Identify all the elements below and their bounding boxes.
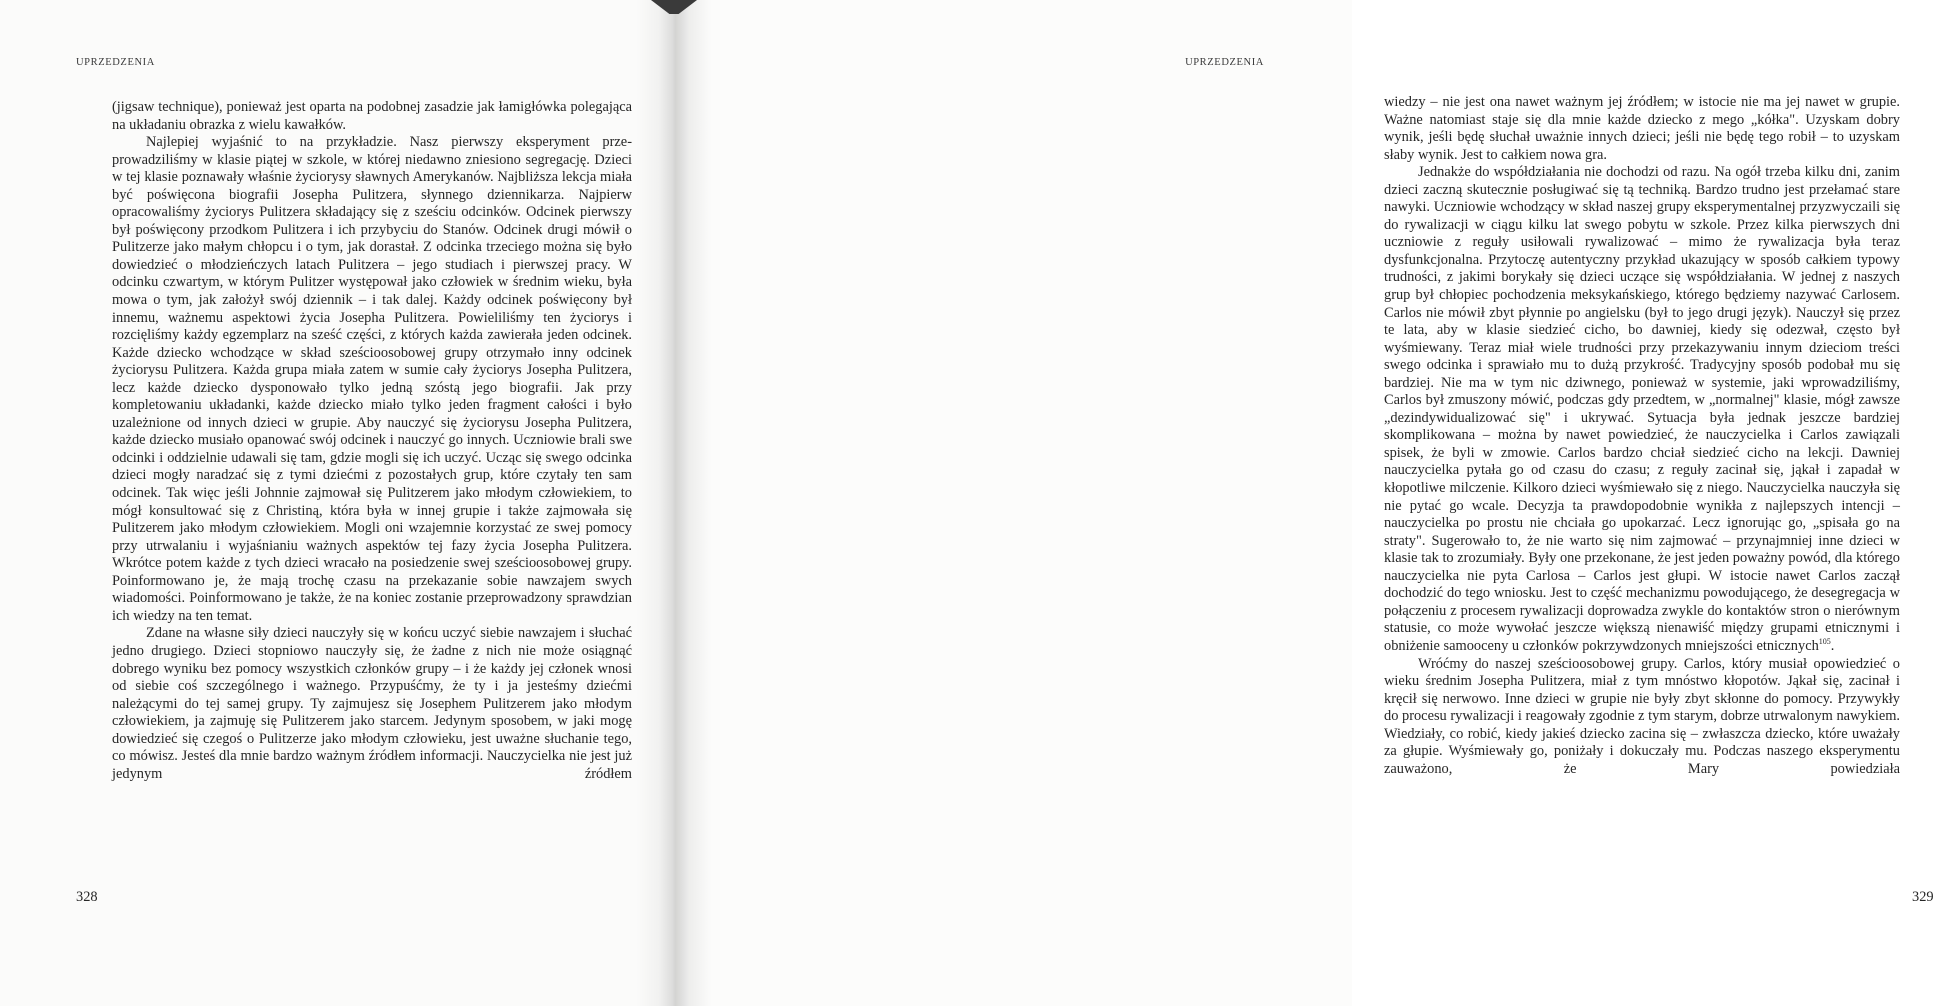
left-page bbox=[0, 0, 676, 1006]
page-number: 328 bbox=[76, 889, 98, 905]
paragraph: (jigsaw technique), ponieważ jest oparta na podobnej zasadzie jak łamigłówka polegająca na układaniu obrazka z wielu kawałków. bbox=[112, 99, 632, 133]
paragraph-text: Jednakże do współdziałania nie dochodzi od razu. Na ogół trzeba kilku dni, zanim dzieci zaczną skutecznie posługiwać się tą techniką. Bardzo trudno jest przełamać stare nawyki. Uczniowie wchodzący w skład naszej grupy eksperymentalnej przyzwyczaili się do rywalizacji w ciągu kilku lat swego pobytu w szkole. Przez kilka pierwszych dni uczniowie z reguły usiłowali rywalizować – mimo że rywalizacja była teraz dysfunkcjonalna. Przytoczę autentyczny przykład ukazujący w sposób całkiem typowy trudności, z jakimi borykały się dzieci uczące się współdziałania. W jednej z naszych grup był chłopiec pochodzenia meksykańskiego, którego będziemy nazywać Carlosem. Carlos nie mówił zbyt płynnie po angielsku (był to jego drugi język). Nauczył się przez te lata, aby w klasie siedzieć cicho, bo dawniej, kiedy się odezwał, często był wyśmiewany. Teraz miał wiele trudności przy przekazywaniu innym dzieciom treści swego odcinka i sprawiało mu to dużą przykrość. Tradycyjny sposób podobał mu się bardziej. Nie ma w tym nic dziwnego, ponieważ w systemie, jaki wprowadziliśmy, Carlos był zmuszony mówić, podczas gdy przedtem, w „normalnej" klasie, mógł zawsze „dezindywidualizować się" i ukrywać. Sytuacja była jednak jeszcze bardziej skomplikowana – można by nawet powiedzieć, że nauczycielka i Carlos zawiązali spisek, że byli w zmowie. Carlos bardzo chciał siedzieć cicho na lekcji. Dawniej nauczycielka pytała go od czasu do czasu; z reguły zacinał się, jąkał i zapadał w kłopotliwe milczenie. Kilkoro dzieci wyśmiewało się z niego. Nauczycielka nauczyła się nie pytać go wcale. Decyzja ta prawdopodobnie wynikła z najlepszych intencji – nauczycielka po prostu nie chciała go upokarzać. Lecz ignorując go, „spisała go na straty". Sugerowało to, że nie warto się nim zajmować – przynajmniej inne dzieci w klasie tak to zrozumiały. Były one przekonane, że jest jeden poważny powód, dla którego nauczycielka nie pyta Carlosa – Carlos jest głupi. W istocie nawet Carlos zaczął dochodzić do tego wniosku. Jest to część mechanizmu powodującego, że desegregacja w połączeniu z procesem rywalizacji doprowadza zwykle do kontaktów stron o nierównym statusie, co może wywołać jeszcze większą nienawiść między grupami etnicznymi i obniżenie samooceny u członków pokrzywdzonych mniejszości etnicznych bbox=[1384, 164, 1900, 654]
right-page-body bbox=[1384, 94, 1900, 778]
page-number: 329 bbox=[1912, 889, 1934, 905]
left-page-body bbox=[112, 99, 632, 783]
paragraph: Zdane na własne siły dzieci nauczyły się w końcu uczyć siebie nawzajem i słuchać jedno drugiego. Dzieci stopniowo nauczyły się, że żadne z nich nie może osiągnąć dobrego wyniku bez pomocy wszystkich członków grupy – i że każdy jej członek wnosi od siebie coś szczególnego i ważnego. Przypuśćmy, że ty i ja jesteśmy dziećmi należącymi do tej samej grupy. Ty zajmujesz się Josephem Pulitzerem jako młodym człowiekiem, ja zajmuję się Pulitzerem jako starcem. Jedynym sposobem, w jaki mogę dowiedzieć się czegoś o Pulitzerze jako młodym człowieku, jest uważne słuchanie tego, co mówisz. Jesteś dla mnie bardzo ważnym źródłem informacji. Nauczycielka nie jest już jedynym źródłem bbox=[112, 625, 632, 782]
running-head: UPRZEDZENIA bbox=[1185, 57, 1264, 68]
paragraph: Najlepiej wyjaśnić to na przykładzie. Nasz pierwszy eksperyment przeprowadziliśmy w klasie piątej w szkole, w której niedawno zniesiono segregację. Dzieci w tej klasie poznawały właśnie życiorysy sławnych Amerykanów. Najbliższa lekcja miała być poświęcona biografii Josepha Pulitzera, słynnego dziennikarza. Najpierw opracowaliśmy życiorys Pulitzera składający się z sześciu odcinków. Odcinek pierwszy był poświęcony przodkom Pulitzera i ich przybyciu do Stanów. Odcinek drugi mówił o Pulitzerze jako małym chłopcu i o tym, jak dorastał. Z odcinka trzeciego można się było dowiedzieć o młodzieńczych latach Pulitzera – jego studiach i pierwszej pracy. W odcinku czwartym, w którym Pulitzer występował jako człowiek w średnim wieku, była mowa o tym, jak założył swój dziennik – i tak dalej. Każdy odcinek poświęcony był innemu, ważnemu aspektowi życia Josepha Pulitzera. Powieliliśmy ten życiorys i rozcięliśmy każdy egzemplarz na sześć części, z których każda zawierała jeden odcinek. Każde dziecko wchodzące w skład sześcioosobowej grupy otrzymało inny odcinek życiorysu Pulitzera. Każda grupa miała zatem w sumie cały życiorys Josepha Pulitzera, lecz każde dziecko dysponowało tylko jedną szóstą jego biografii. Jak przy kompletowaniu układanki, każde dziecko miało tylko jeden fragment całości i było uzależnione od innych dzieci w grupie. Aby nauczyć się życiorysu Josepha Pulitzera, każde dziecko musiało opanować swój odcinek i nauczyć go innych. Uczniowie brali swe odcinki i oddzielnie udawali się tam, gdzie mogli się ich uczyć. Ucząc się swego odcinka dzieci mogły naradzać się z tymi dziećmi z pozostałych grup, które czytały ten sam odcinek. Tak więc jeśli Johnnie zajmował się Pulitzerem jako młodym człowiekiem, to mógł konsultować się z Christiną, która była w innej grupie i także zajmowała się Pulitzerem jako młodym człowiekiem. Mogli oni wzajemnie korzystać ze swej pomocy przy utrwalaniu i wyjaśnianiu ważnych aspektów tej fazy życia Josepha Pulitzera. Wkrótce potem każde z tych dzieci wracało na posiedzenie swej sześcioosobowej grupy. Poinformowano je, że mają trochę czasu na przekazanie sobie nawzajem swych wiadomości. Poinformowano je także, że na koniec zostanie przeprowadzony sprawdzian ich wiedzy na ten temat. bbox=[112, 134, 632, 624]
footnote-reference: 105 bbox=[1818, 637, 1831, 647]
paragraph: Wróćmy do naszej sześcioosobowej grupy. Carlos, który musiał opowiedzieć o wieku średnim Josepha Pulitzera, miał z tym mnóstwo kłopotów. Jąkał się, zacinał i kręcił się nerwowo. Inne dzieci w grupie nie były zbyt skłonne do pomocy. Przywykły do procesu rywalizacji i reagowały zgodnie z tym starym, dobrze utrwalonym nawykiem. Wiedziały, co robić, kiedy jakieś dziecko zacina się – zwłaszcza dziecko, które uważały za głupie. Wyśmiewały go, poniżały i dokuczały mu. Podczas naszego eksperymentu zauważono, że Mary powiedziała bbox=[1384, 655, 1900, 777]
running-head: UPRZEDZENIA bbox=[76, 57, 155, 68]
paragraph: wiedzy – nie jest ona nawet ważnym jej źródłem; w istocie nie ma jej nawet w grupie. Ważne natomiast staje się dla mnie każde dziecko z mego „kółka". Uzyskam dobry wynik, jeśli będę słuchał uważnie innych dzieci; jeśli nie będę tego robił – to uzyskam słaby wynik. Jest to całkiem nowa gra. bbox=[1384, 94, 1900, 163]
right-page bbox=[676, 0, 1934, 1006]
paragraph: Jednakże do współdziałania nie dochodzi od razu. Na ogół trzeba kilku dni, zanim dzieci zaczną skutecznie posługiwać się tą techniką. Bardzo trudno jest przełamać stare nawyki. Uczniowie wchodzący w skład naszej grupy eksperymentalnej przyzwyczaili się do rywalizacji w ciągu kilku lat swego pobytu w szkole. Przez kilka pierwszych dni uczniowie z reguły usiłowali rywalizować – mimo że rywalizacja była teraz dysfunkcjonalna. Przytoczę autentyczny przykład ukazujący w sposób całkiem typowy trudności, z jakimi borykały się dzieci uczące się współdziałania. W jednej z naszych grup był chłopiec pochodzenia meksykańskiego, którego będziemy nazywać Carlosem. Carlos nie mówił zbyt płynnie po angielsku (był to jego drugi język). Nauczył się przez te lata, aby w klasie siedzieć cicho, bo dawniej, kiedy się odezwał, często był wyśmiewany. Teraz miał wiele trudności przy przekazywaniu innym dzieciom treści swego odcinka i sprawiało mu to dużą przykrość. Tradycyjny sposób podobał mu się bardziej. Nie ma w tym nic dziwnego, ponieważ w systemie, jaki wprowadziliśmy, Carlos był zmuszony mówić, podczas gdy przedtem, w „normalnej" klasie, mógł zawsze „dezindywidualizować się" i ukrywać. Sytuacja była jednak jeszcze bardziej skomplikowana – można by nawet powiedzieć, że nauczycielka i Carlos zawiązali spisek, że byli w zmowie. Carlos bardzo chciał siedzieć cicho na lekcji. Dawniej nauczycielka pytała go od czasu do czasu; z reguły zacinał się, jąkał i zapadał w kłopotliwe milczenie. Kilkoro dzieci wyśmiewało się z niego. Nauczycielka nauczyła się nie pytać go wcale. Decyzja ta prawdopodobnie wynikła z najlepszych intencji – nauczycielka po prostu nie chciała go upokarzać. Lecz ignorując go, „spisała go na straty". Sugerowało to, że nie warto się nim zajmować – przynajmniej inne dzieci w klasie tak to zrozumiały. Były one przekonane, że jest jeden poważny powód, dla którego nauczycielka nie pyta Carlosa – Carlos jest głupi. W istocie nawet Carlos zaczął dochodzić do tego wniosku. Jest to część mechanizmu powodującego, że desegregacja w połączeniu z procesem rywalizacji doprowadza zwykle do kontaktów stron o nierównym statusie, co może wywołać jeszcze większą nienawiść między grupami etnicznymi i obniżenie samooceny u członków pokrzywdzonych mniejszości etnicznych$^{105}$. bbox=[1384, 164, 1900, 654]
